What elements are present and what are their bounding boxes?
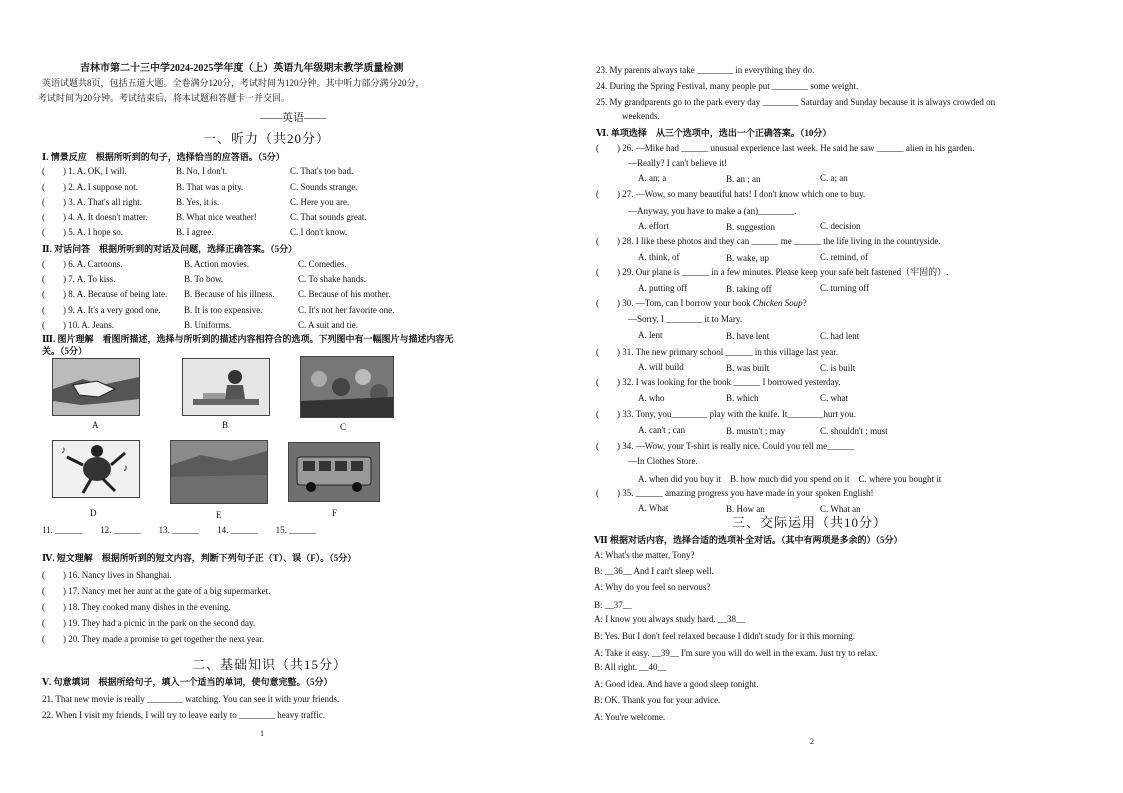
q29-opt-b: B. taking off	[726, 284, 772, 294]
q24: 24. During the Spring Festival, many people put ________ some weight.	[596, 81, 859, 91]
dialog-line-8: B: All right. __40__	[594, 662, 667, 672]
q28-opt-c: C. remind, of	[820, 252, 868, 262]
q2-c: C. Sounds strange.	[290, 182, 358, 192]
picture-f-bus	[288, 442, 380, 502]
q26: ( ) 26. —Mike had ______ unusual experience last week. He said he saw ______ alien in his garden.	[596, 143, 975, 153]
q18: ( ) 18. They cooked many dishes in the evening.	[42, 602, 231, 612]
q26-opt-a: A. an; a	[638, 173, 667, 183]
picture-b-label: B	[222, 420, 229, 430]
q19: ( ) 19. They had a picnic in the park on the second day.	[42, 618, 256, 628]
q5-a: ( ) 5. A. I hope so.	[42, 227, 123, 237]
q32-opt-a: A. who	[638, 393, 665, 403]
q35: ( ) 35. ______ amazing progress you have made in your spoken English!	[596, 488, 874, 498]
part-6-title: Ⅵ. 单项选择 从三个选项中，选出一个正确答案。（10分）	[596, 128, 832, 138]
section-1-title: 一、听力（共20分）	[203, 131, 331, 146]
q9-a: ( ) 9. A. It's a very good one.	[42, 305, 161, 315]
q35-opt-c: C. What an	[820, 504, 861, 514]
part-2-title: Ⅱ. 对话问答 根据所听到的对话及问题，选择正确答案。（5分）	[42, 244, 298, 254]
q1-b: B. No, I don't.	[176, 166, 228, 176]
q20: ( ) 20. They made a promise to get together the next year.	[42, 634, 265, 644]
q32-opt-c: C. what	[820, 393, 848, 403]
q34-options: A. when did you buy it B. how much did you spend on it C. where you bought it	[638, 474, 942, 484]
part-1-title: Ⅰ. 情景反应 根据所听到的句子，选择恰当的应答语。（5分）	[42, 152, 285, 162]
q29-opt-a: A. putting off	[638, 283, 688, 293]
q5-c: C. I don't know.	[290, 227, 348, 237]
dialog-line-1: A: What's the matter, Tony?	[594, 550, 695, 560]
q27-opt-c: C. decision	[820, 221, 861, 231]
intro-line-1: 英语试题共8页，包括五道大题。全卷满分120分，考试时间为120分钟。其中听力部分满分20分，	[42, 78, 425, 88]
q10-a: ( ) 10. A. Jeans.	[42, 320, 114, 330]
q30-book-title: Chicken Soup	[752, 298, 803, 308]
dialog-line-3: A: Why do you feel so nervous?	[594, 582, 711, 592]
section-3-title: 三、交际运用（共10分）	[732, 515, 888, 530]
q31-opt-a: A. will build	[638, 362, 684, 372]
q16: ( ) 16. Nancy lives in Shanghai.	[42, 570, 172, 580]
part-3-title-1: Ⅲ. 图片理解 看图所描述，选择与所听到的描述内容相符合的选项。下列图中有一幅图片与描述内容无	[42, 334, 454, 344]
q4-a: ( ) 4. A. It doesn't matter.	[42, 212, 148, 222]
dialog-line-10: B: OK. Thank you for your advice.	[594, 695, 721, 705]
q8-a: ( ) 8. A. Because of being late.	[42, 289, 168, 299]
dialog-line-7: A: Take it easy. __39__ I'm sure you will do well in the exam. Just try to relax.	[594, 648, 878, 658]
part-3-title-2: 关。（5分）	[42, 346, 88, 356]
q32-opt-b: B. which	[726, 393, 759, 403]
q30	[596, 298, 807, 309]
q31: ( ) 31. The new primary school ______ in this village last year.	[596, 347, 839, 357]
q25-cont: weekends.	[622, 111, 660, 121]
q26-opt-c: C. a; an	[820, 173, 848, 183]
q33: ( ) 33. Tony, you________ play with the knife. It________hurt you.	[596, 409, 856, 419]
q4-c: C. That sounds great.	[290, 212, 367, 222]
part-7-title: Ⅶ 根据对话内容，选择合适的选项补全对话。（其中有两项是多余的）（5分）	[594, 535, 903, 545]
q3-b: B. Yes, it is.	[176, 197, 220, 207]
q6-a: ( ) 6. A. Cartoons.	[42, 259, 123, 269]
q23: 23. My parents always take ________ in everything they do.	[596, 65, 815, 75]
subject-heading: ——英语——	[260, 112, 326, 124]
q33-opt-c: C. shouldn't ; must	[820, 426, 888, 436]
q8-c: C. Because of his mother.	[298, 289, 391, 299]
svg-text:♪: ♪	[123, 463, 128, 474]
q30-text: ( ) 30. —Tom, can I borrow your book	[596, 298, 753, 308]
dialog-line-5: A: I know you always study hard. __38__	[594, 614, 745, 624]
dialog-line-9: A: Good idea. And have a good sleep tonight.	[594, 679, 759, 689]
q25: 25. My grandparents go to the park every day ________ Saturday and Sunday because it is always crowded on	[596, 97, 996, 107]
picture-c-crowd	[300, 356, 394, 418]
q2-b: B. That was a pity.	[176, 182, 244, 192]
q35-opt-b: B. How an	[726, 504, 765, 514]
q28-opt-a: A. think, of	[638, 252, 680, 262]
intro-line-2: 考试时间为20分钟。考试结束后，将本试题和答题卡一并交回。	[38, 93, 291, 103]
q30-opt-a: A. lent	[638, 330, 663, 340]
q4-b: B. What nice weather!	[176, 212, 257, 222]
q1-c: C. That's too bad.	[290, 166, 354, 176]
q6-b: B. Action movies.	[184, 259, 249, 269]
picture-d-dancing	[52, 440, 140, 498]
section-2-title: 二、基础知识（共15分）	[192, 657, 348, 672]
q33-opt-a: A. can't ; can	[638, 425, 686, 435]
exam-title: 吉林市第二十三中学2024-2025学年度（上）英语九年级期末教学质量检测	[80, 63, 404, 74]
q6-c: C. Comedies.	[298, 259, 347, 269]
right-page	[592, 0, 1092, 793]
q21: 21. That new movie is really ________ watching. You can see it with your friends.	[42, 694, 340, 704]
picture-c-label: C	[340, 422, 347, 432]
q27: ( ) 27. —Wow, so many beautiful hats! I don't know which one to buy.	[596, 189, 866, 199]
q3-c: C. Here you are.	[290, 197, 350, 207]
q31-opt-b: B. was built	[726, 363, 770, 373]
left-page	[38, 0, 558, 793]
q27-opt-b: B. suggestion	[726, 222, 776, 232]
q9-b: B. It is too expensive.	[184, 305, 263, 315]
q28: ( ) 28. I like these photos and they can ______ me ______ the life living in the countryside.	[596, 236, 941, 246]
q34: ( ) 34. —Wow, your T-shirt is really nice. Could you tell me______	[596, 441, 855, 451]
dialog-line-2: B: __36__ And I can't sleep well.	[594, 566, 714, 576]
q32: ( ) 32. I was looking for the book ______ I borrowed yesterday.	[596, 377, 841, 387]
q2-a: ( ) 2. A. I suppose not.	[42, 182, 138, 192]
q22: 22. When I visit my friends, I will try to leave early to ________ heavy traffic.	[42, 710, 326, 720]
picture-a-label: A	[92, 420, 99, 430]
q30-opt-b: B. have lent	[726, 331, 770, 341]
part-4-title: Ⅳ. 短文理解 根据所听到的短文内容，判断下列句子正（T）、误（F）。（5分）	[42, 553, 357, 563]
q33-opt-b: B. mustn't ; may	[726, 426, 786, 436]
q35-opt-a: A. What	[638, 503, 669, 513]
q10-c: C. A suit and tie.	[298, 320, 359, 330]
q1-a: ( ) 1. A. OK, I will.	[42, 166, 127, 176]
page-number-2: 2	[810, 737, 814, 746]
q31-opt-c: C. is built	[820, 363, 856, 373]
picture-f-label: F	[332, 508, 338, 518]
q30-qmark: ?	[802, 298, 807, 308]
q34-reply: —In Clothes Store.	[628, 456, 698, 466]
q7-c: C. To shake hands.	[298, 274, 366, 284]
q17: ( ) 17. Nancy met her aunt at the gate of a big supermarket.	[42, 586, 271, 596]
part-5-title: Ⅴ. 句意填词 根据所给句子，填入一个适当的单词，使句意完整。（5分）	[42, 677, 333, 687]
dialog-line-6: B: Yes. But I don't feel relaxed because I didn't study for it this morning.	[594, 631, 855, 641]
q29-opt-c: C. turning off	[820, 283, 870, 293]
picture-e-landscape	[170, 440, 268, 504]
q7-b: B. To bow.	[184, 274, 224, 284]
q30-opt-c: C. had lent	[820, 331, 860, 341]
dialog-line-4: B: __37__	[594, 600, 632, 610]
q27-reply: —Anyway, you have to make a (an)________.	[628, 206, 797, 216]
picture-d-label: D	[90, 508, 97, 518]
q27-opt-a: A. effort	[638, 221, 669, 231]
picture-b-studying	[182, 358, 270, 416]
q7-a: ( ) 7. A. To kiss.	[42, 274, 116, 284]
q28-opt-b: B. wake, up	[726, 253, 769, 263]
q30-reply: —Sorry, I ________ it to Mary.	[628, 314, 743, 324]
q29: ( ) 29. Our plane is ______ in a few minutes. Please keep your safe belt fastened（牢固的）.	[596, 267, 949, 277]
svg-text:♪: ♪	[61, 445, 66, 456]
q8-b: B. Because of his illness.	[184, 289, 275, 299]
q5-b: B. I agree.	[176, 227, 214, 237]
q10-b: B. Uniforms.	[184, 320, 232, 330]
picture-e-label: E	[216, 510, 222, 520]
q9-c: C. It's not her favorite one.	[298, 305, 395, 315]
q3-a: ( ) 3. A. That's all right.	[42, 197, 142, 207]
q26-reply: —Really? I can't believe it!	[628, 158, 728, 168]
picture-a-handshake	[52, 358, 140, 416]
part-3-answer-blanks: 11. ______ 12. ______ 13. ______ 14. ______ 15. ______	[42, 525, 317, 535]
dialog-line-11: A: You're welcome.	[594, 712, 666, 722]
q26-opt-b: B. an ; an	[726, 174, 761, 184]
page-number-1: 1	[260, 729, 264, 738]
